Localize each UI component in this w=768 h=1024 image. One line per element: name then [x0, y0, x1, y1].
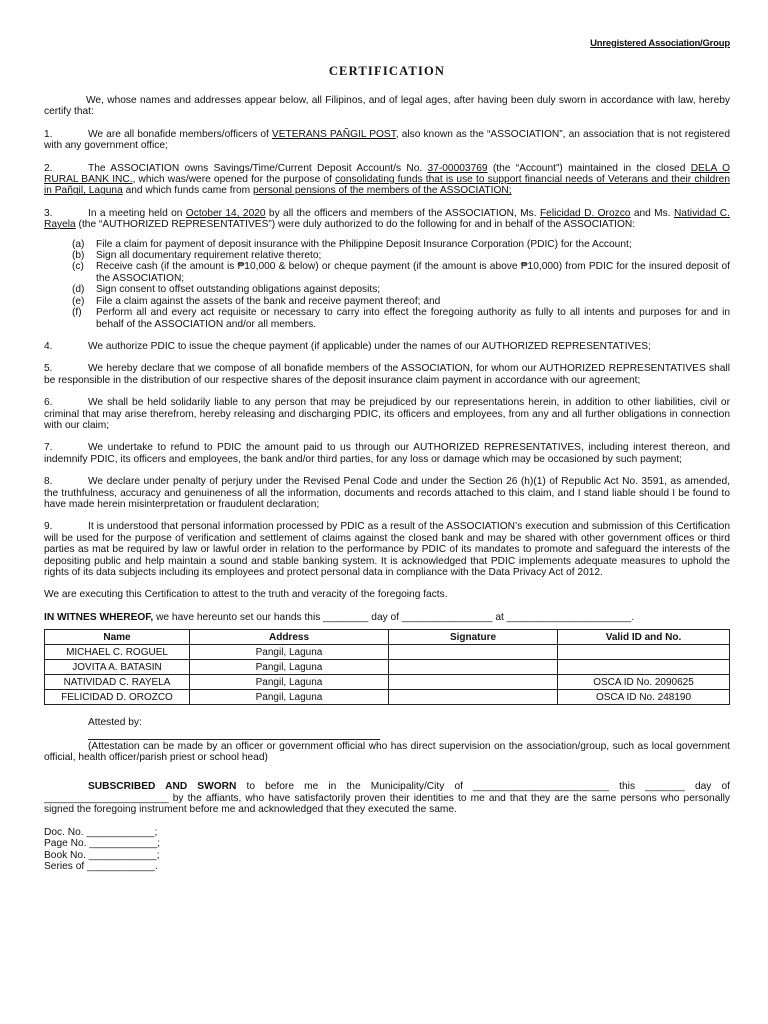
signature-cell [389, 660, 558, 675]
valid-id-cell [558, 660, 730, 675]
book-number: Book No. ____________; [44, 849, 160, 861]
attestation-note: (Attestation can be made by an officer or government official who has direct supervision on the association/group, such as local government official, health officer/parish priest or school head) [44, 740, 730, 764]
clause-7: 7. We undertake to refund to PDIC the amount paid to us through our AUTHORIZED REPRESENTATIVES, including interest thereon, and indemnify PDIC, its officers and employees, the bank and/or third parties, for any loss or damage which may be occasioned by such payment; [44, 442, 730, 465]
valid-id-cell: OSCA ID No. 248190 [558, 690, 730, 705]
document-type-tag: Unregistered Association/Group [590, 38, 730, 49]
table-header-row [45, 630, 730, 645]
column-header: Signature [389, 630, 558, 645]
fund-source: personal pensions of the members of the ASSOCIATION; [252, 185, 512, 197]
valid-id-cell [558, 645, 730, 660]
clause-1: 1. We are all bonafide members/officers of VETERANS PAÑGIL POST, also known as the “ASSOCIATION”, an association that is not registered with any government office; [44, 128, 730, 152]
table-row [45, 645, 730, 660]
signatory-name: FELICIDAD D. OROZCO [45, 690, 190, 705]
clause-9: 9. It is understood that personal information processed by PDIC as a result of the ASSOCIATION’s execution and submission of this Certification will be used for the purpose of verification and settlement of claims against the closed bank and may be shared with other government offices or third parties as mat be required by law or lawful order in relation to the performance by PDIC of its mandates to promote and safeguard the interests of the depositing public and help maintain a sound and stable banking system. It is acknowledged that PDIC implements adequate measures to uphold the rights of its data subjects including its employees and protect personal data in compliance with the Data Privacy Act of 2012. [44, 521, 730, 578]
page-number: Page No. ____________; [44, 838, 161, 850]
association-name: VETERANS PAÑGIL POST [271, 128, 396, 140]
list-item: (c) Receive cash (if the amount is ₱10,000 & below) or cheque payment (if the amount is above ₱10,000) from PDIC for the insured deposit of the ASSOCIATION; [72, 261, 730, 284]
series-of: Series of ____________. [44, 861, 158, 873]
representative-1: Felicidad D. Orozco [539, 207, 631, 219]
authorized-acts-list [44, 239, 730, 330]
subscribed-and-sworn: SUBSCRIBED AND SWORN to before me in the Municipality/City of ________________________ this _______ day of ______________________ by the affiants, who have satisfactorily proven their identities to me and that they are the same persons who personally signed the foregoing instrument before me and acknowledged that they executed the same. [44, 781, 730, 816]
list-item: (d) Sign consent to offset outstanding obligations against deposits; [72, 284, 381, 296]
clause-2: 2. The ASSOCIATION owns Savings/Time/Current Deposit Account/s No. 37-00003769 (the “Account”) maintained in the closed DELA O RURAL BANK INC., which was/were opened for the purpose of consolidating funds that is use to support financial needs of Veterans and their children in Pañgil, Laguna and which funds came from personal pensions of the members of the ASSOCIATION; [44, 162, 731, 197]
signatories-table [44, 629, 730, 705]
signature-cell [389, 690, 558, 705]
table-row [45, 660, 730, 675]
list-item: (e) File a claim against the assets of the bank and receive payment thereof; and [72, 295, 441, 307]
list-item: (f) Perform all and every act requisite or necessary to carry into effect the foregoing authority as fully to all intents and purposes for and in behalf of the ASSOCIATION and/or all members. [72, 307, 730, 330]
notarial-details [44, 827, 730, 873]
signatory-address: Pangil, Laguna [190, 645, 389, 660]
executing-statement: We are executing this Certification to attest to the truth and veracity of the foregoing facts. [44, 589, 448, 601]
attested-by-label: Attested by: [88, 717, 142, 729]
doc-number: Doc. No. ____________; [44, 826, 158, 838]
clause-3: 3. In a meeting held on October 14, 2020 by all the officers and members of the ASSOCIATION, Ms. Felicidad D. Orozco and Ms. Natividad C. Rayela (the “AUTHORIZED REPRESENTATIVES”) were duly authorized to do the following for and in behalf of the ASSOCIATION: [44, 207, 730, 231]
signatory-address: Pangil, Laguna [190, 675, 389, 690]
column-header: Valid ID and No. [558, 630, 730, 645]
signatory-address: Pangil, Laguna [190, 690, 389, 705]
intro-paragraph: We, whose names and addresses appear below, all Filipinos, and of legal ages, after having been duly sworn in accordance with law, hereby certify that: [44, 95, 730, 118]
clause-4: 4. We authorize PDIC to issue the cheque payment (if applicable) under the names of our AUTHORIZED REPRESENTATIVES; [44, 340, 651, 352]
clause-5: 5. We hereby declare that we compose of all bonafide members of the ASSOCIATION, for whom our AUTHORIZED REPRESENTATIVES shall be responsible in the distribution of our respective shares of the deposit insurance claim payment in accordance with our agreement; [44, 363, 730, 386]
table-row [45, 675, 730, 690]
column-header: Address [190, 630, 389, 645]
list-item: (b) Sign all documentary requirement relative thereto; [72, 250, 322, 262]
table-row [45, 690, 730, 705]
document-body [44, 95, 730, 873]
signatory-name: MICHAEL C. ROGUEL [45, 645, 190, 660]
account-purpose: consolidating funds that is use to support financial needs of Veterans and their children in Pañgil, Laguna [44, 174, 731, 197]
column-header: Name [45, 630, 190, 645]
clause-8: 8. We declare under penalty of perjury under the Revised Penal Code and under the Section 26 (h)(1) of Republic Act No. 3591, as amended, the truthfulness, accuracy and genuineness of all the information, documents and records attached to this claim, and I stand liable should I be found to have made herein misinterpretation or fraudulent declaration; [44, 476, 730, 510]
signature-cell [389, 675, 558, 690]
signatory-name: NATIVIDAD C. RAYELA [45, 675, 190, 690]
signature-cell [389, 645, 558, 660]
attestation-block [44, 717, 730, 763]
signatory-name: JOVITA A. BATASIN [45, 660, 190, 675]
meeting-date: October 14, 2020 [185, 207, 266, 219]
clause-6: 6. We shall be held solidarily liable to any person that may be prejudiced by our representations herein, in addition to other liabilities, civil or criminal that may arise therefrom, hereby releasing and discharging PDIC, its officers and employees, from any and all further obligations in connection with our claim; [44, 397, 730, 431]
page-title: CERTIFICATION [328, 64, 446, 78]
list-item: (a) File a claim for payment of deposit insurance with the Philippine Deposit Insurance Corporation (PDIC) for the Account; [72, 238, 632, 250]
attestation-signature-line [88, 735, 380, 740]
representative-2: Natividad C. Rayela [44, 207, 730, 231]
valid-id-cell: OSCA ID No. 2090625 [558, 675, 730, 690]
witness-clause: IN WITNES WHEREOF, we have hereunto set our hands this ________ day of ________________ at ______________________. [44, 611, 635, 623]
bank-name: DELA O RURAL BANK INC. [44, 162, 730, 186]
account-number: 37-00003769 [427, 162, 488, 174]
signatory-address: Pangil, Laguna [190, 660, 389, 675]
